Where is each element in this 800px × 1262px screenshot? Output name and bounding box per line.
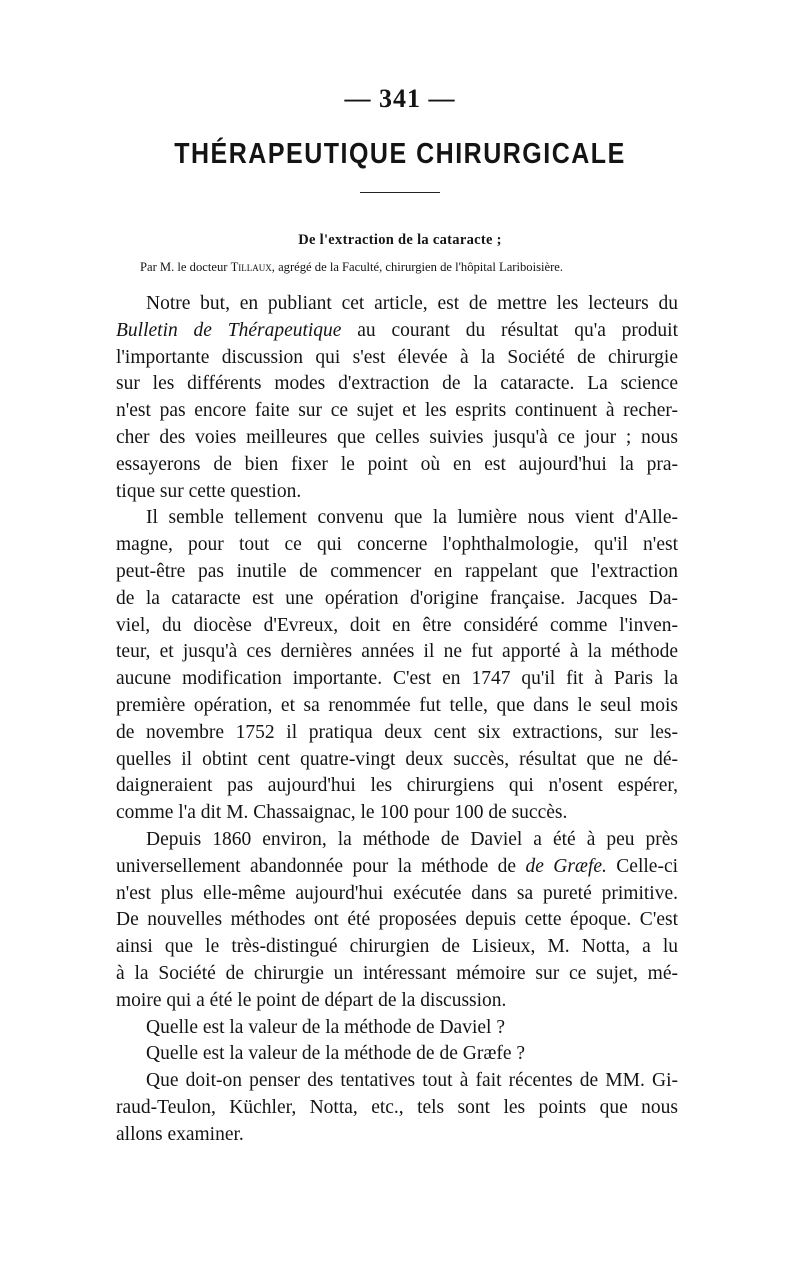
text-run: sur les différents modes d'extraction de la cataracte. La science xyxy=(116,373,678,395)
text-run: ainsi que le très-distingué chirurgien de Lisieux, M. Notta, a lu xyxy=(116,936,678,958)
text-run: tique sur cette question. xyxy=(116,480,302,502)
text-run: Il semble tellement convenu que la lumière nous vient d'Alle- xyxy=(146,507,678,529)
text-run: allons examiner. xyxy=(116,1123,244,1145)
text-run: De nouvelles méthodes ont été proposées depuis cette époque. C'est xyxy=(116,909,678,931)
text-run: teur, et jusqu'à ces dernières années il ne fut apporté à la méthode xyxy=(116,641,678,663)
text-line xyxy=(116,773,678,800)
text-run: Quelle est la valeur de la méthode de Daviel ? xyxy=(146,1016,505,1038)
text-line xyxy=(116,586,678,613)
text-run: Que doit-on penser des tentatives tout à fait récentes de MM. Gi- xyxy=(146,1070,678,1092)
text-run: universellement abandonnée pour la méthode de xyxy=(116,855,526,877)
text-run: de la cataracte est une opération d'origine française. Jacques Da- xyxy=(116,587,678,609)
text-line xyxy=(116,1068,678,1095)
text-run: Depuis 1860 environ, la méthode de Daviel a été à peu près xyxy=(146,828,678,850)
text-line xyxy=(116,961,678,988)
text-run: daigneraient pas aujourd'hui les chirurgiens qui n'osent espérer, xyxy=(116,775,678,797)
text-line xyxy=(116,854,678,881)
article-body xyxy=(116,291,678,1149)
text-run: raud-Teulon, Küchler, Notta, etc., tels sont les points que nous xyxy=(116,1096,678,1118)
text-line xyxy=(116,881,678,908)
text-run: première opération, et sa renommée fut telle, que dans le seul mois xyxy=(116,694,678,716)
page-number: — 341 — xyxy=(344,84,456,113)
text-run: moire qui a été le point de départ de la discussion. xyxy=(116,989,507,1011)
text-run: l'importante discussion qui s'est élevée à la Société de chirurgie xyxy=(116,346,678,368)
text-run: Notre but, en publiant cet article, est de mettre les lecteurs du xyxy=(146,293,678,314)
section-title: THÉRAPEUTIQUE CHIRURGICALE xyxy=(174,137,626,171)
text-line xyxy=(116,479,678,506)
text-line xyxy=(116,318,678,345)
text-line xyxy=(116,452,678,479)
text-line xyxy=(116,371,678,398)
text-run: au courant du résultat qu'a produit xyxy=(341,319,678,341)
text-run: magne, pour tout ce qui concerne l'ophthalmologie, qu'il n'est xyxy=(116,534,678,556)
text-line xyxy=(116,291,678,318)
author-name: Tillaux xyxy=(230,260,272,274)
text-line xyxy=(116,639,678,666)
text-line xyxy=(116,827,678,854)
byline-prefix: Par M. le docteur xyxy=(140,260,231,274)
text-run: Quelle est la valeur de la méthode de de Græfe ? xyxy=(146,1043,526,1065)
text-run: Celle-ci xyxy=(606,855,679,877)
italic-text-run: de Græfe. xyxy=(525,855,607,877)
title-divider xyxy=(360,192,440,193)
text-line xyxy=(116,532,678,559)
text-line xyxy=(116,907,678,934)
author-byline xyxy=(140,260,700,275)
text-line xyxy=(116,720,678,747)
text-run: viel, du diocèse d'Evreux, doit en être considéré comme l'inven- xyxy=(116,614,678,636)
italic-text-run: Bulletin de Thérapeutique xyxy=(116,319,342,341)
text-line xyxy=(116,1095,678,1122)
text-line xyxy=(116,613,678,640)
text-line xyxy=(116,1041,678,1068)
article-title: De l'extraction de la cataracte ; xyxy=(298,232,502,248)
text-line xyxy=(116,988,678,1015)
text-line xyxy=(116,398,678,425)
text-line xyxy=(116,345,678,372)
text-line xyxy=(116,1015,678,1042)
byline-affiliation: , agrégé de la Faculté, chirurgien de l'hôpital Lariboisière. xyxy=(271,260,564,274)
text-run: quelles il obtint cent quatre-vingt deux succès, résultat que ne dé- xyxy=(116,748,678,770)
text-line xyxy=(116,747,678,774)
text-run: n'est pas encore faite sur ce sujet et les esprits continuent à recher- xyxy=(116,400,678,422)
text-run: aucune modification importante. C'est en 1747 qu'il fit à Paris la xyxy=(116,668,678,690)
text-line xyxy=(116,800,678,827)
text-line xyxy=(116,505,678,532)
text-line xyxy=(116,559,678,586)
text-line xyxy=(116,425,678,452)
text-run: n'est plus elle-même aujourd'hui exécutée dans sa pureté primitive. xyxy=(116,882,678,904)
text-line xyxy=(116,666,678,693)
text-line xyxy=(116,1122,678,1149)
text-line xyxy=(116,934,678,961)
text-line xyxy=(116,693,678,720)
text-run: comme l'a dit M. Chassaignac, le 100 pour 100 de succès. xyxy=(116,802,568,824)
text-run: essayerons de bien fixer le point où en est aujourd'hui la pra- xyxy=(116,453,678,475)
text-run: peut-être pas inutile de commencer en rappelant que l'extraction xyxy=(116,560,678,582)
text-run: cher des voies meilleures que celles suivies jusqu'à ce jour ; nous xyxy=(116,426,678,448)
text-run: de novembre 1752 il pratiqua deux cent six extractions, sur les- xyxy=(116,721,678,743)
text-run: à la Société de chirurgie un intéressant mémoire sur ce sujet, mé- xyxy=(116,962,678,984)
